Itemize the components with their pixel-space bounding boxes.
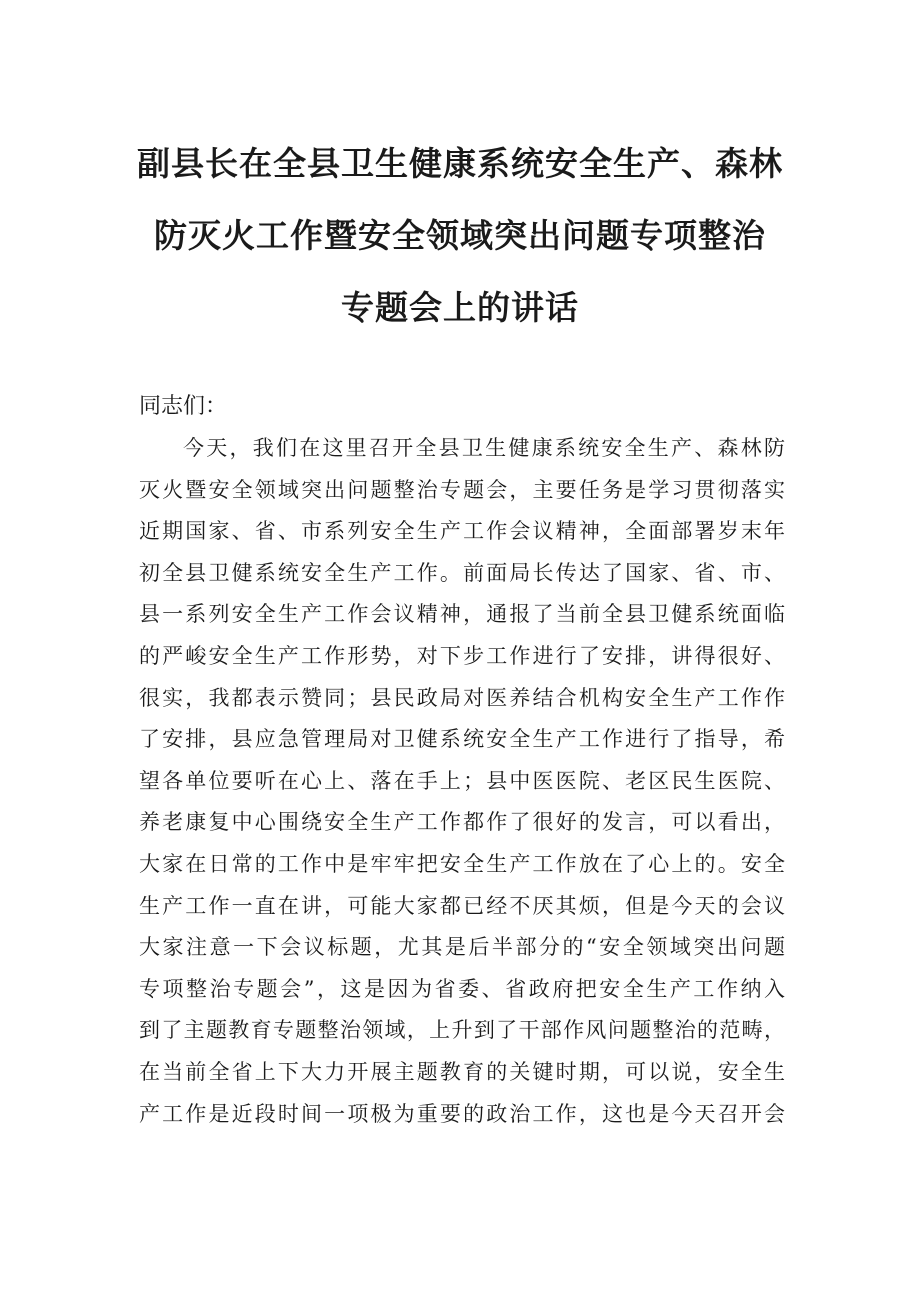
body-line: 到了主题教育专题整治领域，上升到了干部作风问题整治的范畴， [139,1018,785,1043]
body-line: 大家注意一下会议标题，尤其是后半部分的“安全领域突出问题 [139,935,785,960]
body-line: 生产工作一直在讲，可能大家都已经不厌其烦，但是今天的会议 [139,893,785,918]
body-paragraph [139,428,785,1135]
body-line: 近期国家、省、市系列安全生产工作会议精神，全面部署岁末年 [139,519,785,544]
body-line: 大家在日常的工作中是牢牢把安全生产工作放在了心上的。安全 [139,851,785,876]
body-line: 养老康复中心围绕安全生产工作都作了很好的发言，可以看出， [139,810,785,835]
body-line: 产工作是近段时间一项极为重要的政治工作，这也是今天召开会 [139,1101,785,1126]
body-line: 的严峻安全生产工作形势，对下步工作进行了安排，讲得很好、 [139,643,785,668]
body-line: 县一系列安全生产工作会议精神，通报了当前全县卫健系统面临 [139,602,785,627]
title-line: 防灭火工作暨安全领域突出问题专项整治 [154,216,766,255]
body-line: 望各单位要听在心上、落在手上；县中医医院、老区民生医院、 [139,768,785,793]
body-line: 初全县卫健系统安全生产工作。前面局长传达了国家、省、市、 [139,560,785,585]
body-line: 了安排，县应急管理局对卫健系统安全生产工作进行了指导，希 [139,727,785,752]
title-line: 专题会上的讲话 [341,288,579,327]
document-title [130,128,790,344]
title-line: 副县长在全县卫生健康系统安全生产、森林 [137,144,783,183]
salutation: 同志们： [139,394,228,419]
body-line: 在当前全省上下大力开展主题教育的关键时期，可以说，安全生 [139,1059,785,1084]
body-line: 今天，我们在这里召开全县卫生健康系统安全生产、森林防 [183,436,785,460]
body-line: 专项整治专题会”，这是因为省委、省政府把安全生产工作纳入 [139,976,785,1001]
body-line: 灭火暨安全领域突出问题整治专题会，主要任务是学习贯彻落实 [139,477,785,502]
body-line: 很实，我都表示赞同；县民政局对医养结合机构安全生产工作作 [139,685,785,710]
